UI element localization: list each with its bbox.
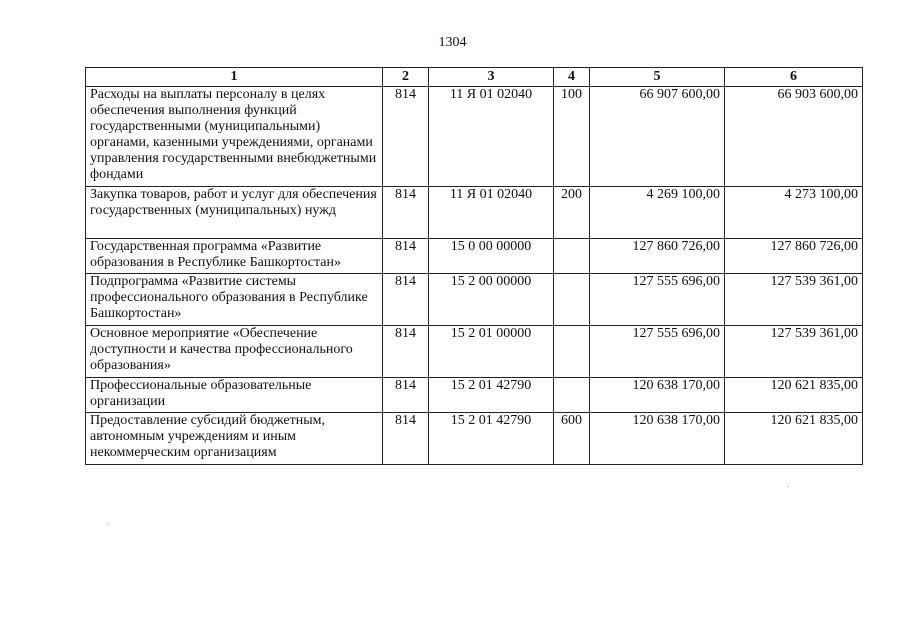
row-expense-type: 100: [554, 87, 590, 187]
column-header: 5: [590, 68, 725, 87]
row-target-article: 15 2 00 00000: [429, 274, 554, 326]
table-row: [86, 326, 863, 378]
row-amount-col6: 127 539 361,00: [725, 274, 863, 326]
row-target-article: 15 2 01 00000: [429, 326, 554, 378]
row-amount-col5: 127 555 696,00: [590, 274, 725, 326]
column-header: 1: [86, 68, 383, 87]
row-name: Профессиональные образовательные организации: [86, 378, 383, 413]
page-number: 1304: [438, 35, 467, 50]
row-expense-type: 200: [554, 187, 590, 239]
scan-speck: [108, 524, 109, 525]
table-row: [86, 187, 863, 239]
row-amount-col6: 127 860 726,00: [725, 239, 863, 274]
row-amount-col6: 120 621 835,00: [725, 413, 863, 465]
column-header: 6: [725, 68, 863, 87]
row-name: Расходы на выплаты персоналу в целях обеспечения выполнения функций государственными (муниципальными) органами, казенными учреждениями, органами управления государственными внебюджетными фондами: [86, 87, 383, 187]
table-header-row: [86, 68, 863, 87]
table-row: [86, 87, 863, 187]
column-header: 3: [429, 68, 554, 87]
row-name: Подпрограмма «Развитие системы профессионального образования в Республике Башкортостан»: [86, 274, 383, 326]
row-target-article: 11 Я 01 02040: [429, 187, 554, 239]
row-ved-code: 814: [383, 274, 429, 326]
row-amount-col6: 4 273 100,00: [725, 187, 863, 239]
row-amount-col5: 127 555 696,00: [590, 326, 725, 378]
scan-speck: [787, 486, 788, 487]
column-header: 2: [383, 68, 429, 87]
row-target-article: 11 Я 01 02040: [429, 87, 554, 187]
row-target-article: 15 0 00 00000: [429, 239, 554, 274]
row-expense-type: [554, 239, 590, 274]
row-expense-type: [554, 378, 590, 413]
row-expense-type: 600: [554, 413, 590, 465]
row-amount-col6: 127 539 361,00: [725, 326, 863, 378]
row-name: Закупка товаров, работ и услуг для обеспечения государственных (муниципальных) нужд: [86, 187, 383, 239]
row-ved-code: 814: [383, 87, 429, 187]
row-ved-code: 814: [383, 239, 429, 274]
row-amount-col6: 120 621 835,00: [725, 378, 863, 413]
row-ved-code: 814: [383, 378, 429, 413]
row-ved-code: 814: [383, 187, 429, 239]
row-ved-code: 814: [383, 413, 429, 465]
row-name: Государственная программа «Развитие образования в Республике Башкортостан»: [86, 239, 383, 274]
row-target-article: 15 2 01 42790: [429, 413, 554, 465]
row-amount-col5: 120 638 170,00: [590, 413, 725, 465]
row-expense-type: [554, 326, 590, 378]
row-amount-col5: 66 907 600,00: [590, 87, 725, 187]
row-amount-col5: 120 638 170,00: [590, 378, 725, 413]
row-name: Предоставление субсидий бюджетным, автономным учреждениям и иным некоммерческим организациям: [86, 413, 383, 465]
row-name: Основное мероприятие «Обеспечение доступности и качества профессионального образования»: [86, 326, 383, 378]
table-row: [86, 239, 863, 274]
row-ved-code: 814: [383, 326, 429, 378]
column-header: 4: [554, 68, 590, 87]
budget-table: [85, 67, 863, 465]
row-amount-col6: 66 903 600,00: [725, 87, 863, 187]
table-row: [86, 413, 863, 465]
row-target-article: 15 2 01 42790: [429, 378, 554, 413]
row-expense-type: [554, 274, 590, 326]
table-row: [86, 378, 863, 413]
table-row: [86, 274, 863, 326]
row-amount-col5: 127 860 726,00: [590, 239, 725, 274]
row-amount-col5: 4 269 100,00: [590, 187, 725, 239]
